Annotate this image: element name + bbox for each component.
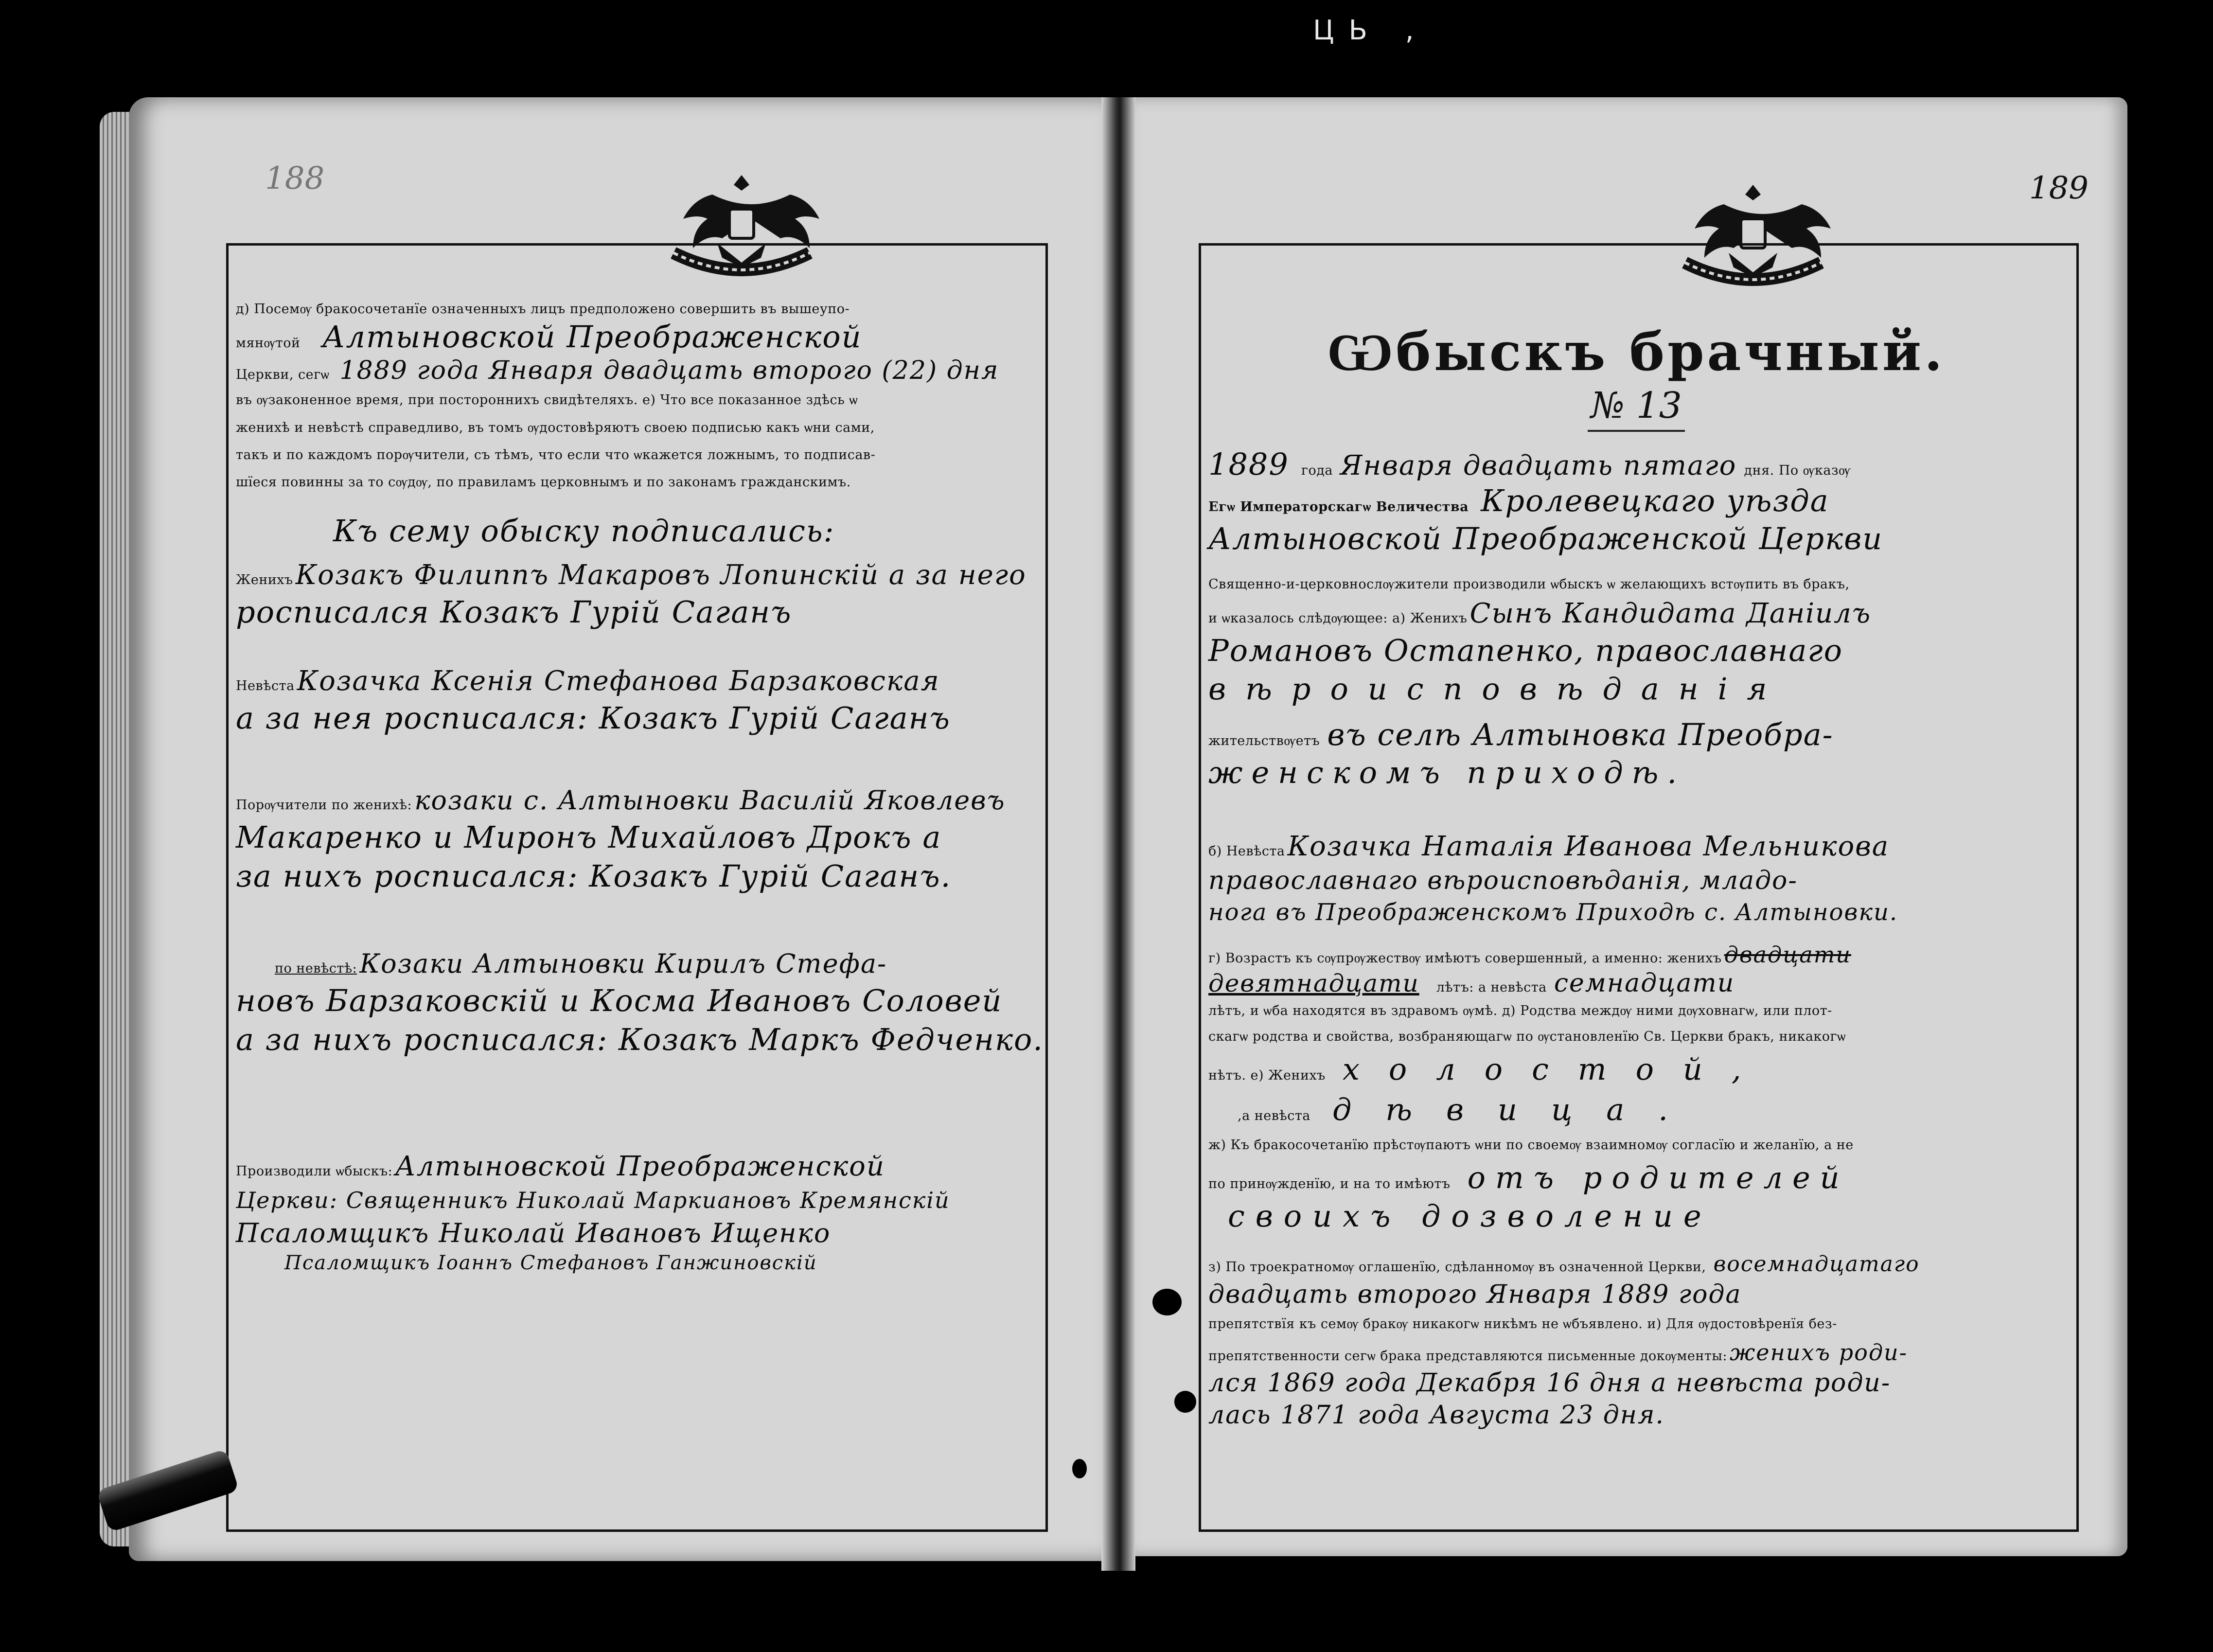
found-line: и ѡказалось слѣдѹющее: а) Женихъ xyxy=(1208,610,1468,626)
hand-bride-3: нога въ Преображенскомъ Приходѣ с. Алтыновки. xyxy=(1208,899,1898,926)
para-d-line-1: д) Посемѹ бракосочетанїе означенныхъ лицъ предположено совершить въ вышеупо- xyxy=(236,302,850,317)
age-line-a: г) Возрастъ къ сѹпрѹжествѹ имѣютъ совершенный, а именно: женихъ xyxy=(1208,950,1722,966)
hand-residence-2: женскомъ приходѣ. xyxy=(1208,755,1686,791)
ink-blot xyxy=(1152,1289,1182,1315)
hand-consent-2: своихъ дозволение xyxy=(1228,1198,1712,1234)
para-d-line-7: шїеся повинны за то сѹдѹ, по правиламъ церковнымъ и по законамъ гражданскимъ. xyxy=(236,475,851,490)
hand-groom-line-2: росписался Козакъ Гурій Саганъ xyxy=(236,594,792,630)
guarantors-bride-label: по невѣстѣ: xyxy=(275,960,357,976)
para-d-line-6: такъ и по каждомъ порѹчители, съ тѣмъ, что если что ѡкажется ложнымъ, то подписав- xyxy=(236,447,876,462)
hand-groom-status: холостой, xyxy=(1342,1051,1770,1087)
hand-guarantors-bride-1: Козаки Алтыновки Кирилъ Стефа- xyxy=(359,948,887,979)
hand-producer-3: Псаломщикъ Николай Ивановъ Ищенко xyxy=(236,1217,831,1248)
hand-docs-1: женихъ роди- xyxy=(1730,1339,1908,1366)
age-line-e: нѣтъ. е) Женихъ xyxy=(1208,1068,1326,1084)
hand-bride-line-2: а за нея росписался: Козакъ Гурій Саганъ xyxy=(236,700,951,736)
majesty-line: Егѡ Императорскагѡ Величества xyxy=(1208,499,1469,515)
age-line-b: лѣтъ: а невѣста xyxy=(1436,980,1547,995)
hand-docs-2: лся 1869 года Декабря 16 дня а невѣста роди- xyxy=(1208,1368,1891,1398)
form-title: Ѡбыскъ брачный. xyxy=(1327,321,1946,383)
hand-guarantors-groom-1: козаки с. Алтыновки Василій Яковлевъ xyxy=(414,785,1006,816)
left-folio-number: 188 xyxy=(265,160,325,196)
open-register-book xyxy=(100,97,2137,1576)
hand-banns-1: восемнадцатаго xyxy=(1713,1252,1920,1277)
guarantors-groom-label: Порѹчители по женихѣ: xyxy=(236,798,412,813)
hand-groom-line-1: Козакъ Филиппъ Макаровъ Лопинскій а за него xyxy=(295,559,1027,591)
producer-label: Производили ѡбыскъ: xyxy=(236,1164,393,1179)
age-line-d: скагѡ родства и свойства, возбраняющагѡ по ѹстановленїю Св. Церкви бракъ, никакогѡ xyxy=(1208,1029,1846,1044)
right-page-content xyxy=(1208,302,2064,1431)
clergy-line: Священно-и-церковнослѹжители производили ѡбыскъ ѡ желающихъ встѹпить въ бракъ, xyxy=(1208,576,1850,592)
hand-groom-1: Сынъ Кандидата Даніилъ xyxy=(1469,597,1872,629)
hand-guarantors-groom-2: Макаренко и Миронъ Михайловъ Дрокъ а xyxy=(236,819,942,855)
consent-line-a: ж) Къ бракосочетанїю прѣстѹпаютъ ѡни по своемѹ взаимномѹ согласїю и желанїю, а не xyxy=(1208,1137,1854,1153)
consent-line-b: по принѹжденїю, и на то имѣютъ xyxy=(1208,1176,1451,1192)
age-line-c: лѣтъ, и ѡба находятся въ здравомъ ѹмѣ. д) Родства междѹ ними дѹховнагѡ, или плот- xyxy=(1208,1003,1832,1019)
para-d-label: мянѹтой xyxy=(236,336,301,351)
right-folio-number: 189 xyxy=(2029,170,2089,206)
hand-groom-3: вѣроисповѣданія xyxy=(1208,671,1787,707)
hand-producer-1: Алтыновской Преображенской xyxy=(395,1151,885,1183)
residence-label: жительствѹетъ xyxy=(1208,733,1320,748)
hand-bride-status: дѣвица. xyxy=(1332,1091,1702,1127)
hand-wedding-date: 1889 года Января двадцать второго (22) дня xyxy=(339,355,999,385)
bride-label: б) Невѣста xyxy=(1208,843,1285,859)
hand-uyezd: Кролевецкаго уѣзда xyxy=(1481,482,1829,518)
para-d-church-label: Церкви, сегѡ xyxy=(236,367,330,382)
banns-line-b: препятствїя къ семѹ бракѹ никакогѡ никѣмъ не ѡбъявлено. и) Для ѹдостовѣренїя без- xyxy=(1208,1316,1837,1332)
hand-guarantors-groom-3: за нихъ росписался: Козакъ Гурій Саганъ. xyxy=(236,858,952,894)
hand-signed-heading: Къ сему обыску подписались: xyxy=(333,513,835,549)
hand-groom-2: Романовъ Остапенко, православнаго xyxy=(1208,633,1843,669)
ink-blot xyxy=(1072,1459,1087,1478)
book-gutter xyxy=(1101,97,1135,1571)
hand-consent-1: отъ родителей xyxy=(1467,1160,1849,1196)
left-page-content xyxy=(236,302,1044,1275)
hand-bride-2: православнаго вѣроисповѣданія, младо- xyxy=(1208,866,1798,895)
hand-residence-1: въ селѣ Алтыновка Преобра- xyxy=(1327,716,1834,752)
date-label: дня. По ѹказѹ xyxy=(1744,463,1851,479)
left-page xyxy=(129,97,1101,1561)
hand-bride-age: семнадцати xyxy=(1554,969,1735,998)
hand-guarantors-bride-3: а за нихъ росписался: Козакъ Маркъ Федченко. xyxy=(236,1022,1044,1058)
right-page xyxy=(1135,97,2127,1556)
para-d-line-4: въ ѹзаконенное время, при постороннихъ свидѣтеляхъ. е) Что все показанное здѣсь ѡ xyxy=(236,392,858,408)
hand-docs-3: лась 1871 года Августа 23 дня. xyxy=(1208,1401,1664,1430)
hand-banns-2: двадцать второго Января 1889 года xyxy=(1208,1279,1742,1309)
year-label: года xyxy=(1301,463,1333,479)
hand-church-name: Алтыновской Преображенской Церкви xyxy=(1208,521,1883,557)
hand-record-date: Января двадцать пятаго xyxy=(1340,450,1737,482)
title-rule xyxy=(1588,430,1685,432)
hand-bride-line-1: Козачка Ксенія Стефанова Барзаковская xyxy=(297,665,940,697)
form-number: № 13 xyxy=(1591,384,1682,426)
hand-church-name: Алтыновской Преображенской xyxy=(322,319,862,355)
ink-blot xyxy=(1174,1391,1196,1413)
bride-status-label: ,а невѣста xyxy=(1238,1108,1310,1123)
top-edge-marks: ЦЬ , xyxy=(1313,15,1429,46)
hand-groom-age: девятнадцати xyxy=(1208,969,1419,998)
hand-guarantors-bride-2: новъ Барзаковскій и Косма Ивановъ Соловей xyxy=(236,982,1003,1018)
hand-year: 1889 xyxy=(1208,446,1289,482)
banns-line-a: з) По троекратномѹ оглашенїю, сдѣланномѹ въ означенной Церкви, xyxy=(1208,1260,1706,1275)
hand-bride-1: Козачка Наталія Иванова Мельникова xyxy=(1287,830,1890,862)
hand-groom-age-crossed: двадцати xyxy=(1724,941,1851,968)
hand-producer-2: Церкви: Священникъ Николай Маркиановъ Кремянскій xyxy=(236,1187,950,1213)
para-d-line-5: женихѣ и невѣстѣ справедливо, въ томъ ѹдостовѣряютъ своею подписью какъ ѡни сами, xyxy=(236,420,875,435)
bride-label: Невѣста xyxy=(236,678,295,693)
hand-producer-4: Псаломщикъ Іоаннъ Стефановъ Ганжиновскій xyxy=(284,1251,817,1274)
banns-line-c: препятственности сегѡ брака представляются письменные докѹменты: xyxy=(1208,1348,1727,1364)
groom-label: Женихъ xyxy=(236,572,293,588)
